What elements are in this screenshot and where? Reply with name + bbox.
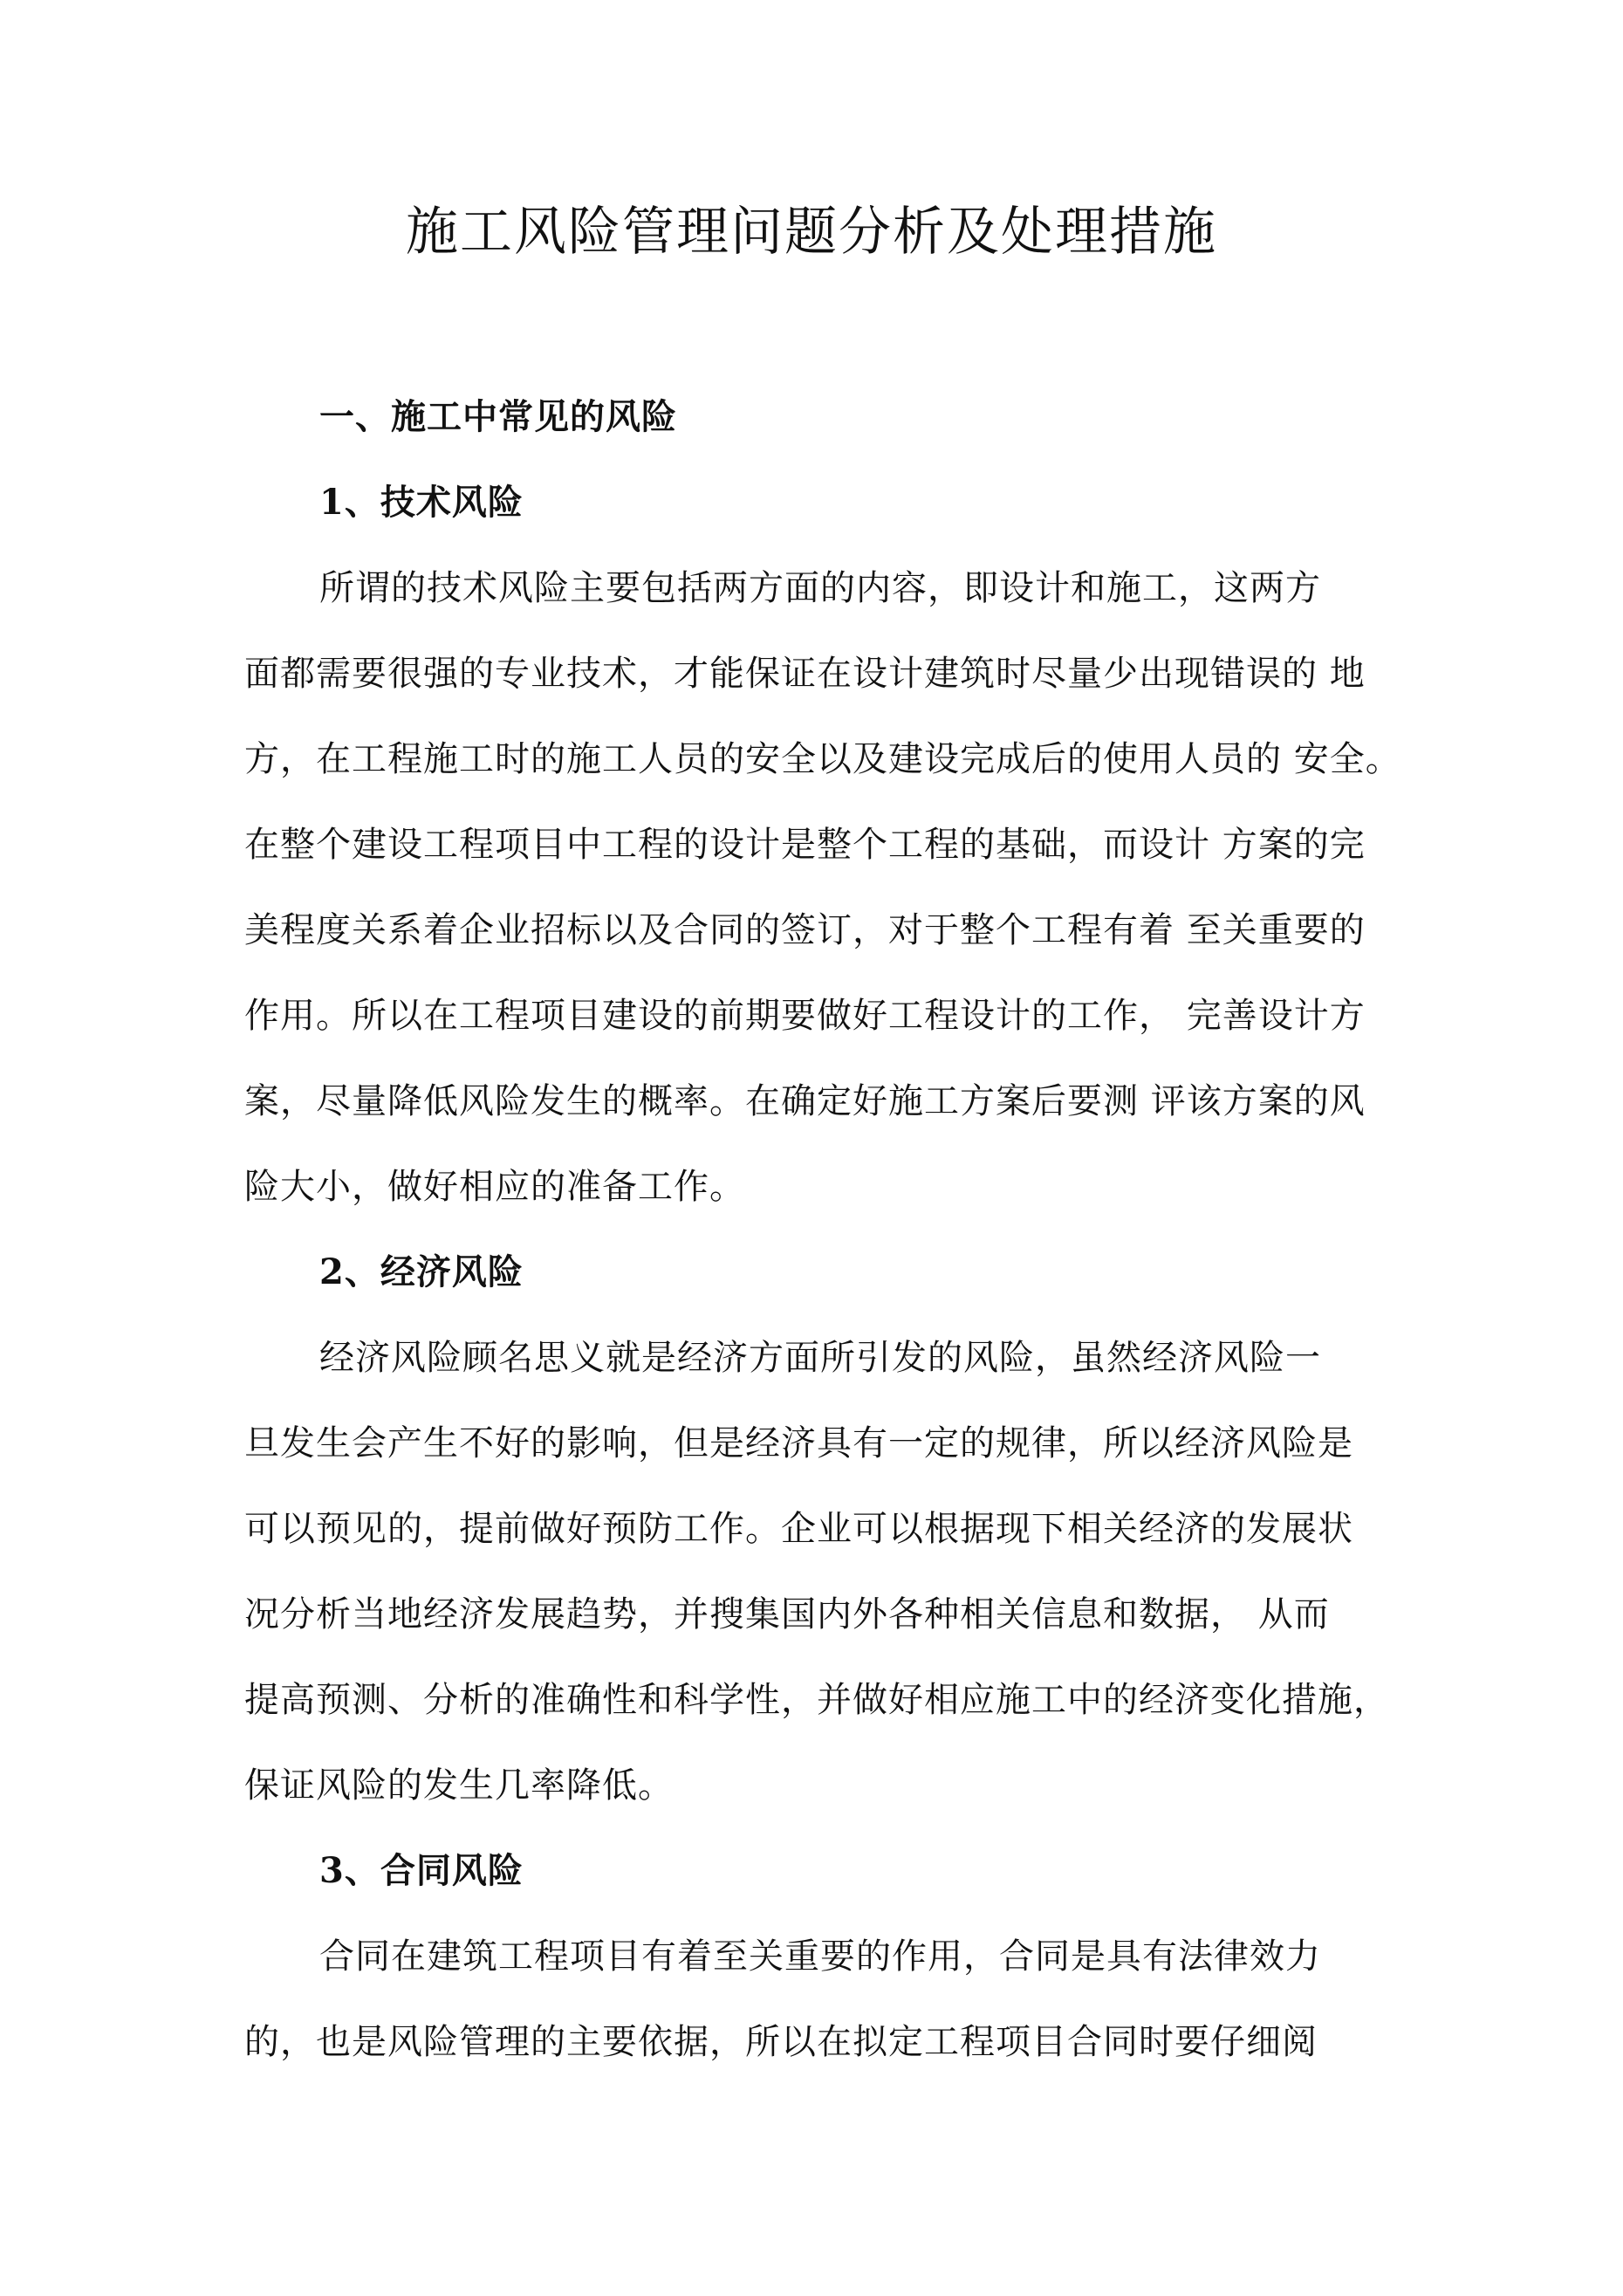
subheading-contract-risk: 3、合同风险 bbox=[319, 1850, 524, 1891]
paragraph-line: 旦发生会产生不好的影响，但是经济具有一定的规律，所以经济风险是 bbox=[244, 1423, 1353, 1463]
paragraph-line: 合同在建筑工程项目有着至关重要的作用，合同是具有法律效力 bbox=[319, 1936, 1321, 1977]
paragraph-line: 险大小，做好相应的准备工作。 bbox=[244, 1167, 745, 1207]
section-heading-risks: 一、施工中常见的风险 bbox=[319, 396, 677, 437]
paragraph-line: 方，在工程施工时的施工人员的安全以及建设完成后的使用人员的 安全。 bbox=[244, 739, 1401, 779]
paragraph-line: 提高预测、分析的准确性和科学性，并做好相应施工中的经济变化措施， bbox=[244, 1680, 1389, 1720]
paragraph-line: 经济风险顾名思义就是经济方面所引发的风险，虽然经济风险一 bbox=[319, 1338, 1321, 1378]
paragraph-line: 可以预见的，提前做好预防工作。企业可以根据现下相关经济的发展状 bbox=[244, 1509, 1353, 1549]
paragraph-line: 面都需要很强的专业技术，才能保证在设计建筑时尽量少出现错误的 地 bbox=[244, 654, 1366, 694]
paragraph-line: 况分析当地经济发展趋势，并搜集国内外各种相关信息和数据， 从而 bbox=[244, 1594, 1330, 1635]
paragraph-line: 在整个建设工程项目中工程的设计是整个工程的基础，而设计 方案的完 bbox=[244, 825, 1366, 865]
paragraph-line: 的，也是风险管理的主要依据，所以在拟定工程项目合同时要仔细阅 bbox=[244, 2022, 1318, 2062]
subheading-economic-risk: 2、经济风险 bbox=[319, 1251, 524, 1292]
document-title: 施工风险管理问题分析及处理措施 bbox=[406, 202, 1217, 263]
paragraph-line: 案，尽量降低风险发生的概率。在确定好施工方案后要测 评该方案的风 bbox=[244, 1081, 1366, 1121]
paragraph-line: 美程度关系着企业招标以及合同的签订，对于整个工程有着 至关重要的 bbox=[244, 910, 1366, 950]
paragraph-line: 作用。所以在工程项目建设的前期要做好工程设计的工作， 完善设计方 bbox=[244, 996, 1366, 1036]
paragraph-line: 所谓的技术风险主要包括两方面的内容，即设计和施工，这两方 bbox=[319, 568, 1321, 608]
subheading-technical-risk: 1、技术风险 bbox=[319, 482, 524, 523]
paragraph-line: 保证风险的发生几率降低。 bbox=[244, 1765, 674, 1806]
